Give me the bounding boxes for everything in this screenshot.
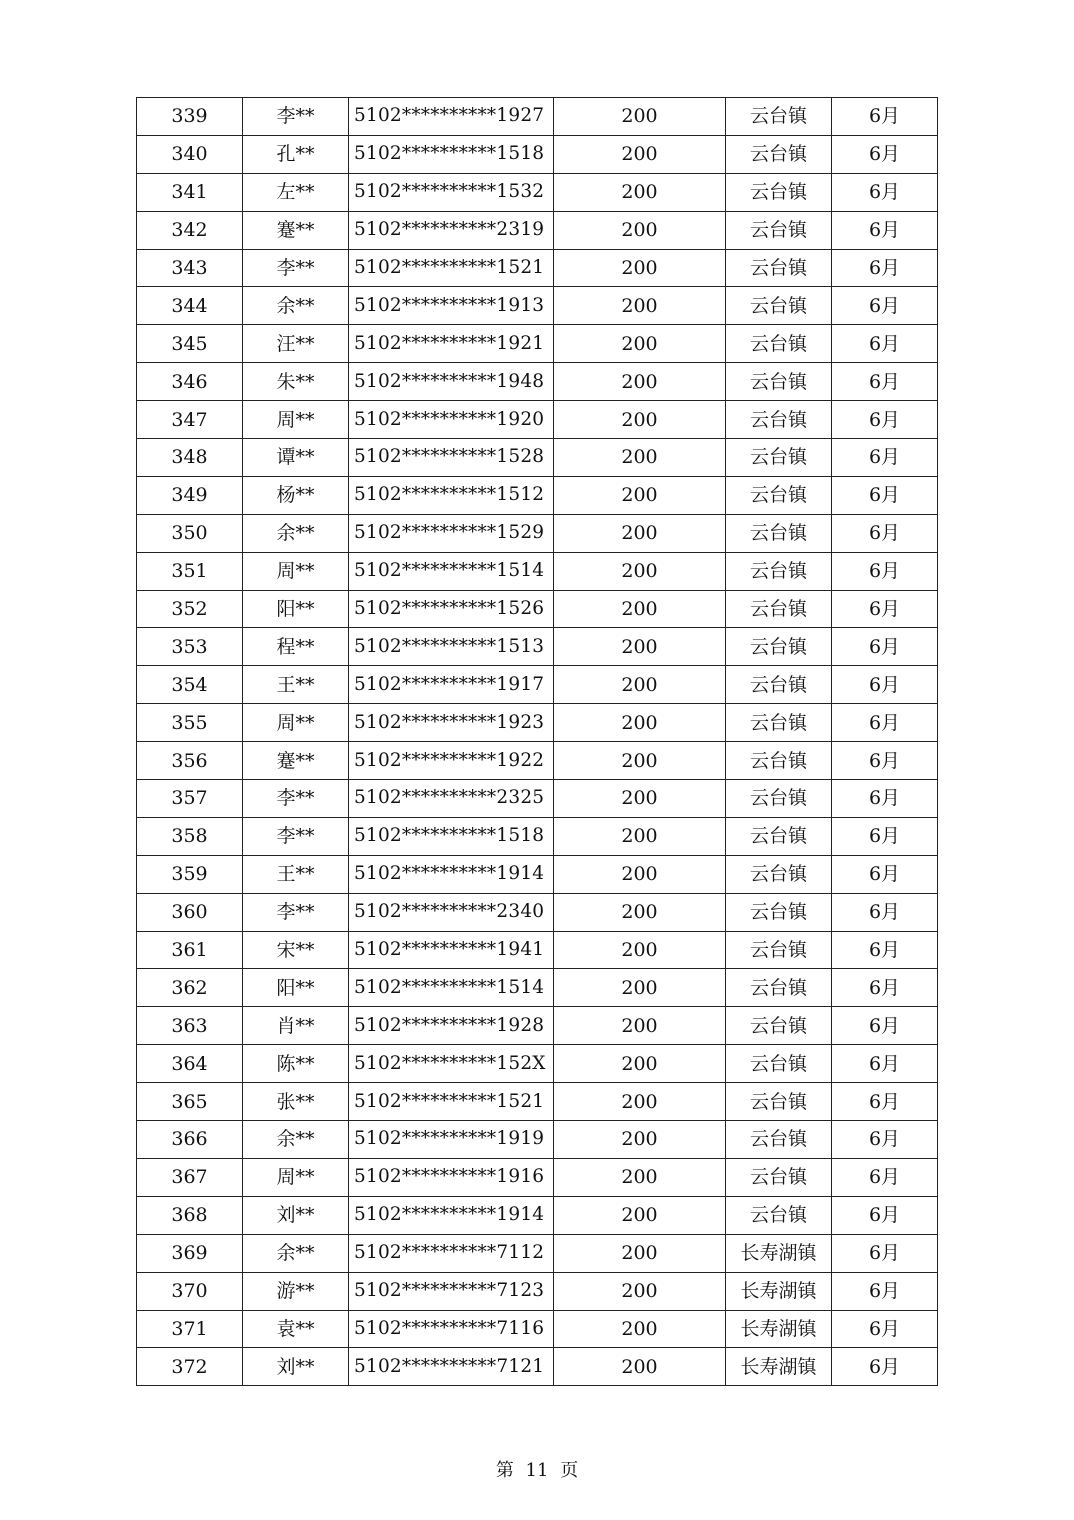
table-row — [137, 855, 938, 893]
name-cell: 左** — [243, 173, 349, 211]
town-cell: 云台镇 — [726, 287, 832, 325]
amount-cell: 200 — [554, 1121, 726, 1159]
footer-suffix: 页 — [560, 1460, 579, 1481]
town-cell: 云台镇 — [726, 1045, 832, 1083]
table-row — [137, 211, 938, 249]
name-cell: 余** — [243, 287, 349, 325]
amount-cell: 200 — [554, 893, 726, 931]
row-number-cell: 367 — [137, 1158, 243, 1196]
amount-cell: 200 — [554, 1007, 726, 1045]
month-cell: 6月 — [832, 1272, 938, 1310]
amount-cell: 200 — [554, 817, 726, 855]
town-cell: 长寿湖镇 — [726, 1234, 832, 1272]
table-row — [137, 476, 938, 514]
id-number-cell: 5102**********1913 — [349, 287, 554, 325]
name-cell: 余** — [243, 1121, 349, 1159]
id-number-cell: 5102**********2340 — [349, 893, 554, 931]
name-cell: 宋** — [243, 931, 349, 969]
table-row — [137, 931, 938, 969]
amount-cell: 200 — [554, 514, 726, 552]
name-cell: 阳** — [243, 969, 349, 1007]
table-row — [137, 363, 938, 401]
table-row — [137, 98, 938, 136]
table-row — [137, 1158, 938, 1196]
month-cell: 6月 — [832, 666, 938, 704]
town-cell: 云台镇 — [726, 249, 832, 287]
amount-cell: 200 — [554, 1272, 726, 1310]
amount-cell: 200 — [554, 1310, 726, 1348]
name-cell: 周** — [243, 401, 349, 439]
table-row — [137, 704, 938, 742]
table-row — [137, 1234, 938, 1272]
town-cell: 长寿湖镇 — [726, 1310, 832, 1348]
amount-cell: 200 — [554, 439, 726, 477]
amount-cell: 200 — [554, 1083, 726, 1121]
id-number-cell: 5102**********1526 — [349, 590, 554, 628]
table-row — [137, 1121, 938, 1159]
name-cell: 孔** — [243, 135, 349, 173]
row-number-cell: 360 — [137, 893, 243, 931]
town-cell: 云台镇 — [726, 1196, 832, 1234]
row-number-cell: 357 — [137, 780, 243, 818]
amount-cell: 200 — [554, 704, 726, 742]
amount-cell: 200 — [554, 780, 726, 818]
row-number-cell: 366 — [137, 1121, 243, 1159]
table-row — [137, 1272, 938, 1310]
name-cell: 蹇** — [243, 742, 349, 780]
table-row — [137, 325, 938, 363]
amount-cell: 200 — [554, 1348, 726, 1386]
town-cell: 云台镇 — [726, 1007, 832, 1045]
amount-cell: 200 — [554, 135, 726, 173]
row-number-cell: 354 — [137, 666, 243, 704]
name-cell: 朱** — [243, 363, 349, 401]
table-row — [137, 173, 938, 211]
id-number-cell: 5102**********1914 — [349, 855, 554, 893]
town-cell: 云台镇 — [726, 931, 832, 969]
table-row — [137, 287, 938, 325]
table-row — [137, 514, 938, 552]
amount-cell: 200 — [554, 552, 726, 590]
table-row — [137, 135, 938, 173]
name-cell: 谭** — [243, 439, 349, 477]
month-cell: 6月 — [832, 1007, 938, 1045]
name-cell: 张** — [243, 1083, 349, 1121]
row-number-cell: 346 — [137, 363, 243, 401]
town-cell: 云台镇 — [726, 439, 832, 477]
row-number-cell: 365 — [137, 1083, 243, 1121]
month-cell: 6月 — [832, 325, 938, 363]
id-number-cell: 5102**********1916 — [349, 1158, 554, 1196]
footer-prefix: 第 — [495, 1460, 514, 1481]
month-cell: 6月 — [832, 439, 938, 477]
table-row — [137, 742, 938, 780]
amount-cell: 200 — [554, 249, 726, 287]
town-cell: 云台镇 — [726, 590, 832, 628]
row-number-cell: 363 — [137, 1007, 243, 1045]
month-cell: 6月 — [832, 98, 938, 136]
name-cell: 袁** — [243, 1310, 349, 1348]
name-cell: 杨** — [243, 476, 349, 514]
row-number-cell: 341 — [137, 173, 243, 211]
amount-cell: 200 — [554, 666, 726, 704]
name-cell: 李** — [243, 780, 349, 818]
row-number-cell: 368 — [137, 1196, 243, 1234]
town-cell: 云台镇 — [726, 514, 832, 552]
id-number-cell: 5102**********1914 — [349, 1196, 554, 1234]
amount-cell: 200 — [554, 855, 726, 893]
id-number-cell: 5102**********1529 — [349, 514, 554, 552]
id-number-cell: 5102**********1514 — [349, 969, 554, 1007]
town-cell: 云台镇 — [726, 325, 832, 363]
table-row — [137, 628, 938, 666]
town-cell: 云台镇 — [726, 173, 832, 211]
row-number-cell: 345 — [137, 325, 243, 363]
table-row — [137, 249, 938, 287]
id-number-cell: 5102**********2325 — [349, 780, 554, 818]
month-cell: 6月 — [832, 135, 938, 173]
amount-cell: 200 — [554, 742, 726, 780]
id-number-cell: 5102**********1521 — [349, 1083, 554, 1121]
amount-cell: 200 — [554, 363, 726, 401]
month-cell: 6月 — [832, 628, 938, 666]
table-row — [137, 552, 938, 590]
name-cell: 余** — [243, 1234, 349, 1272]
id-number-cell: 5102**********1928 — [349, 1007, 554, 1045]
month-cell: 6月 — [832, 855, 938, 893]
name-cell: 王** — [243, 666, 349, 704]
table-row — [137, 1007, 938, 1045]
row-number-cell: 371 — [137, 1310, 243, 1348]
month-cell: 6月 — [832, 211, 938, 249]
row-number-cell: 362 — [137, 969, 243, 1007]
id-number-cell: 5102**********1917 — [349, 666, 554, 704]
month-cell: 6月 — [832, 363, 938, 401]
table-row — [137, 1310, 938, 1348]
amount-cell: 200 — [554, 1196, 726, 1234]
town-cell: 云台镇 — [726, 969, 832, 1007]
id-number-cell: 5102**********1923 — [349, 704, 554, 742]
month-cell: 6月 — [832, 1234, 938, 1272]
month-cell: 6月 — [832, 969, 938, 1007]
name-cell: 李** — [243, 249, 349, 287]
row-number-cell: 352 — [137, 590, 243, 628]
amount-cell: 200 — [554, 401, 726, 439]
month-cell: 6月 — [832, 817, 938, 855]
amount-cell: 200 — [554, 1158, 726, 1196]
id-number-cell: 5102**********7123 — [349, 1272, 554, 1310]
name-cell: 蹇** — [243, 211, 349, 249]
town-cell: 云台镇 — [726, 135, 832, 173]
town-cell: 云台镇 — [726, 780, 832, 818]
row-number-cell: 349 — [137, 476, 243, 514]
month-cell: 6月 — [832, 1196, 938, 1234]
name-cell: 刘** — [243, 1348, 349, 1386]
table-row — [137, 439, 938, 477]
amount-cell: 200 — [554, 211, 726, 249]
town-cell: 云台镇 — [726, 628, 832, 666]
month-cell: 6月 — [832, 742, 938, 780]
row-number-cell: 344 — [137, 287, 243, 325]
row-number-cell: 355 — [137, 704, 243, 742]
row-number-cell: 350 — [137, 514, 243, 552]
id-number-cell: 5102**********1922 — [349, 742, 554, 780]
month-cell: 6月 — [832, 1310, 938, 1348]
table-row — [137, 1348, 938, 1386]
row-number-cell: 342 — [137, 211, 243, 249]
amount-cell: 200 — [554, 98, 726, 136]
month-cell: 6月 — [832, 704, 938, 742]
name-cell: 汪** — [243, 325, 349, 363]
id-number-cell: 5102**********7112 — [349, 1234, 554, 1272]
month-cell: 6月 — [832, 1083, 938, 1121]
amount-cell: 200 — [554, 476, 726, 514]
table-row — [137, 817, 938, 855]
table-row — [137, 1045, 938, 1083]
amount-cell: 200 — [554, 1234, 726, 1272]
table-row — [137, 893, 938, 931]
id-number-cell: 5102**********1920 — [349, 401, 554, 439]
roster-table-body — [137, 98, 938, 1386]
month-cell: 6月 — [832, 1158, 938, 1196]
amount-cell: 200 — [554, 287, 726, 325]
name-cell: 陈** — [243, 1045, 349, 1083]
id-number-cell: 5102**********1514 — [349, 552, 554, 590]
town-cell: 云台镇 — [726, 666, 832, 704]
month-cell: 6月 — [832, 287, 938, 325]
id-number-cell: 5102**********1921 — [349, 325, 554, 363]
table-row — [137, 969, 938, 1007]
town-cell: 云台镇 — [726, 211, 832, 249]
month-cell: 6月 — [832, 1045, 938, 1083]
id-number-cell: 5102**********1518 — [349, 135, 554, 173]
row-number-cell: 356 — [137, 742, 243, 780]
id-number-cell: 5102**********1532 — [349, 173, 554, 211]
amount-cell: 200 — [554, 969, 726, 1007]
month-cell: 6月 — [832, 893, 938, 931]
name-cell: 王** — [243, 855, 349, 893]
row-number-cell: 370 — [137, 1272, 243, 1310]
amount-cell: 200 — [554, 628, 726, 666]
amount-cell: 200 — [554, 325, 726, 363]
name-cell: 程** — [243, 628, 349, 666]
month-cell: 6月 — [832, 590, 938, 628]
row-number-cell: 364 — [137, 1045, 243, 1083]
row-number-cell: 361 — [137, 931, 243, 969]
row-number-cell: 347 — [137, 401, 243, 439]
row-number-cell: 359 — [137, 855, 243, 893]
name-cell: 周** — [243, 704, 349, 742]
name-cell: 李** — [243, 817, 349, 855]
row-number-cell: 351 — [137, 552, 243, 590]
amount-cell: 200 — [554, 590, 726, 628]
table-row — [137, 666, 938, 704]
town-cell: 云台镇 — [726, 1121, 832, 1159]
id-number-cell: 5102**********1528 — [349, 439, 554, 477]
amount-cell: 200 — [554, 1045, 726, 1083]
amount-cell: 200 — [554, 931, 726, 969]
name-cell: 余** — [243, 514, 349, 552]
id-number-cell: 5102**********1512 — [349, 476, 554, 514]
row-number-cell: 372 — [137, 1348, 243, 1386]
month-cell: 6月 — [832, 931, 938, 969]
id-number-cell: 5102**********1518 — [349, 817, 554, 855]
page-footer — [0, 1456, 1074, 1482]
row-number-cell: 343 — [137, 249, 243, 287]
month-cell: 6月 — [832, 780, 938, 818]
id-number-cell: 5102**********152X — [349, 1045, 554, 1083]
town-cell: 云台镇 — [726, 363, 832, 401]
month-cell: 6月 — [832, 514, 938, 552]
id-number-cell: 5102**********1927 — [349, 98, 554, 136]
row-number-cell: 353 — [137, 628, 243, 666]
table-row — [137, 401, 938, 439]
table-row — [137, 590, 938, 628]
id-number-cell: 5102**********1948 — [349, 363, 554, 401]
roster-table — [136, 97, 938, 1386]
town-cell: 云台镇 — [726, 704, 832, 742]
town-cell: 云台镇 — [726, 893, 832, 931]
name-cell: 阳** — [243, 590, 349, 628]
row-number-cell: 369 — [137, 1234, 243, 1272]
name-cell: 李** — [243, 893, 349, 931]
table-row — [137, 1196, 938, 1234]
name-cell: 游** — [243, 1272, 349, 1310]
month-cell: 6月 — [832, 401, 938, 439]
name-cell: 周** — [243, 552, 349, 590]
month-cell: 6月 — [832, 552, 938, 590]
town-cell: 长寿湖镇 — [726, 1348, 832, 1386]
town-cell: 云台镇 — [726, 1158, 832, 1196]
row-number-cell: 339 — [137, 98, 243, 136]
row-number-cell: 358 — [137, 817, 243, 855]
footer-page-number: 11 — [525, 1460, 549, 1481]
amount-cell: 200 — [554, 173, 726, 211]
town-cell: 云台镇 — [726, 476, 832, 514]
name-cell: 刘** — [243, 1196, 349, 1234]
month-cell: 6月 — [832, 1121, 938, 1159]
id-number-cell: 5102**********1919 — [349, 1121, 554, 1159]
id-number-cell: 5102**********7116 — [349, 1310, 554, 1348]
town-cell: 云台镇 — [726, 817, 832, 855]
id-number-cell: 5102**********2319 — [349, 211, 554, 249]
id-number-cell: 5102**********7121 — [349, 1348, 554, 1386]
town-cell: 云台镇 — [726, 855, 832, 893]
id-number-cell: 5102**********1521 — [349, 249, 554, 287]
row-number-cell: 340 — [137, 135, 243, 173]
month-cell: 6月 — [832, 1348, 938, 1386]
town-cell: 云台镇 — [726, 1083, 832, 1121]
month-cell: 6月 — [832, 249, 938, 287]
month-cell: 6月 — [832, 173, 938, 211]
name-cell: 周** — [243, 1158, 349, 1196]
town-cell: 云台镇 — [726, 742, 832, 780]
town-cell: 云台镇 — [726, 552, 832, 590]
town-cell: 云台镇 — [726, 401, 832, 439]
table-row — [137, 1083, 938, 1121]
id-number-cell: 5102**********1513 — [349, 628, 554, 666]
town-cell: 云台镇 — [726, 98, 832, 136]
name-cell: 李** — [243, 98, 349, 136]
row-number-cell: 348 — [137, 439, 243, 477]
month-cell: 6月 — [832, 476, 938, 514]
table-row — [137, 780, 938, 818]
town-cell: 长寿湖镇 — [726, 1272, 832, 1310]
name-cell: 肖** — [243, 1007, 349, 1045]
id-number-cell: 5102**********1941 — [349, 931, 554, 969]
